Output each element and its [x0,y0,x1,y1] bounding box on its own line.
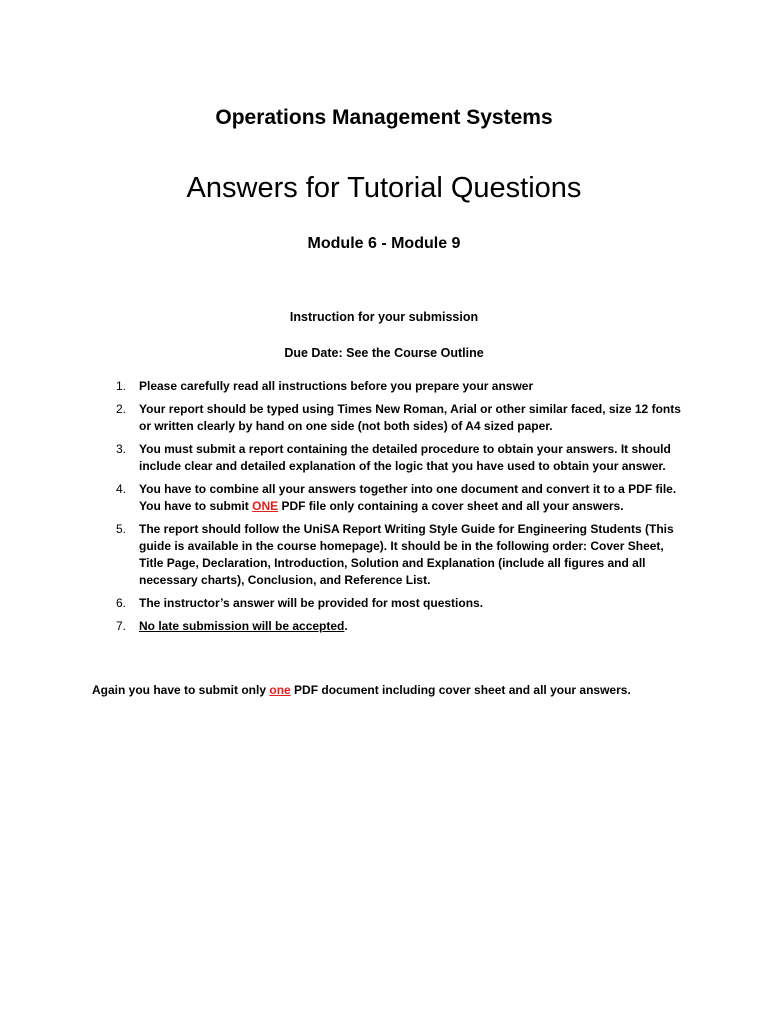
list-item-number: 1. [116,379,127,393]
emphasis-one: ONE [252,499,279,513]
closing-text-after: PDF document including cover sheet and all your answers. [290,683,631,697]
list-item-number: 4. [116,482,127,496]
list-item [108,618,686,635]
list-item-text: You must submit a report containing the detailed procedure to obtain your answers. It should include clear and detailed explanation of the logic that you have used to obtain your answer. [139,442,671,473]
list-item-text-before: You have to combine all your answers together into one document and convert it to a PDF file. You have to submit [139,482,677,513]
closing-text-before: Again you have to submit only [92,683,270,697]
list-item-number: 5. [116,522,127,536]
closing-note [92,682,712,699]
list-item-number: 2. [116,402,127,416]
list-item [108,595,686,612]
list-item [108,481,686,515]
list-item-text: The report should follow the UniSA Report Writing Style Guide for Engineering Students (This guide is available in the course homepage). It should be in the following order: Cover Sheet, Title Page, Declaration, Introduction, Solution and Explanation (include all figures and all necessary charts), Conclusion, and Reference List. [139,522,674,587]
list-item-text: Your report should be typed using Times New Roman, Arial or other similar faced, size 12 fonts or written clearly by hand on one side (not both sides) of A4 sized paper. [139,402,681,433]
document-title: Answers for Tutorial Questions [186,172,582,204]
course-title: Operations Management Systems [215,106,553,129]
instruction-heading: Instruction for your submission [289,310,479,324]
list-item [108,378,686,395]
list-item [108,441,686,475]
list-item [108,521,686,589]
instruction-list [108,378,686,641]
list-item-text: Please carefully read all instructions before you prepare your answer [139,379,534,393]
list-item-number: 3. [116,442,127,456]
list-item-text-after: . [344,619,348,633]
list-item [108,401,686,435]
module-range: Module 6 - Module 9 [307,235,461,252]
list-item-text: The instructor’s answer will be provided for most questions. [139,596,484,610]
list-item-text-after: PDF file only containing a cover sheet and all your answers. [278,499,624,513]
emphasis-one-lower: one [269,683,291,697]
list-item-number: 7. [116,619,127,633]
list-item-number: 6. [116,596,127,610]
due-date: Due Date: See the Course Outline [284,346,484,360]
late-submission-warning: No late submission will be accepted [139,619,345,633]
